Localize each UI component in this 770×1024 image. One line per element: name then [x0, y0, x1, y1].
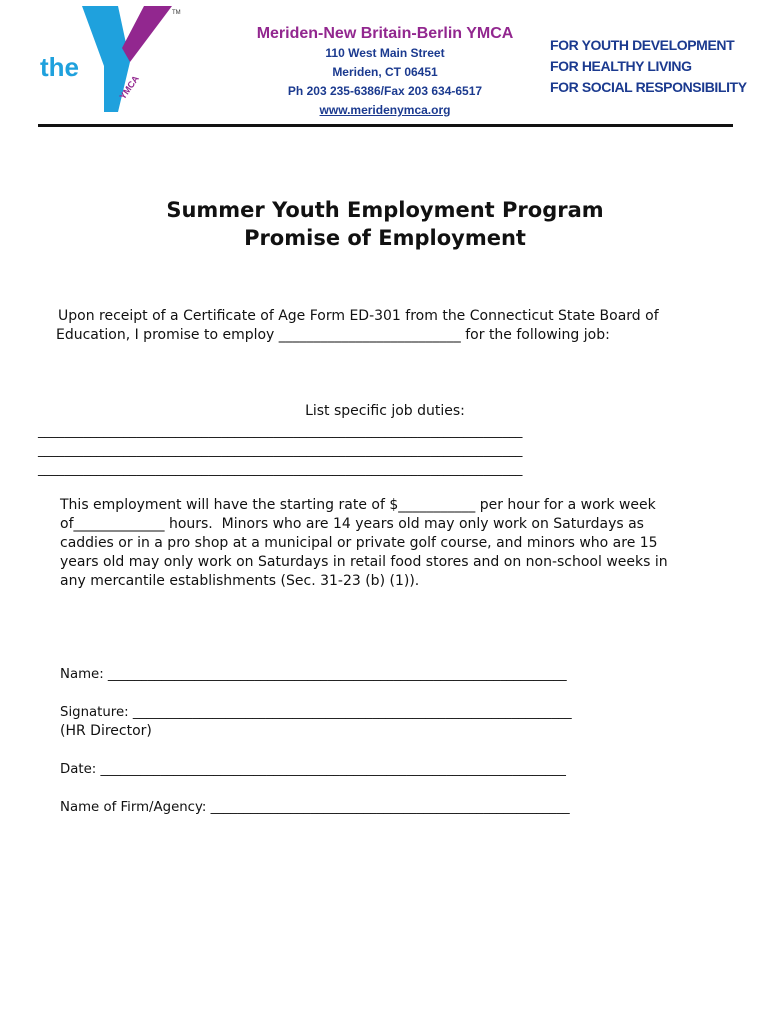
date-field[interactable]: Date: ______________________________________________________________________ — [60, 762, 566, 777]
name-field[interactable]: Name: _____________________________________________________________________ — [60, 667, 567, 682]
firm-agency-field[interactable]: Name of Firm/Agency: ______________________________________________________ — [60, 800, 570, 815]
intro-line-1: Upon receipt of a Certificate of Age Form ED-301 from the Connecticut State Board of — [58, 308, 659, 324]
org-address: 110 West Main Street — [325, 46, 445, 60]
rate-line-3: caddies or in a pro shop at a municipal or private golf course, and minors who are 15 — [60, 535, 658, 551]
header-divider — [38, 124, 733, 127]
rate-line-1: This employment will have the starting rate of $___________ per hour for a work week — [60, 497, 656, 513]
logo-y-right-arm — [122, 6, 172, 62]
title-line-2: Promise of Employment — [244, 226, 526, 250]
rate-line-5: any mercantile establishments (Sec. 31-23 (b) (1)). — [60, 573, 420, 589]
rate-line-2: of_____________ hours. Minors who are 14 years old may only work on Saturdays as — [60, 516, 644, 532]
org-name: Meriden-New Britain-Berlin YMCA — [256, 25, 514, 42]
org-city: Meriden, CT 06451 — [332, 65, 438, 79]
taglines — [550, 35, 765, 98]
duties-line-2: __________________________________________________________________________ — [38, 443, 523, 458]
trademark-symbol: TM — [172, 10, 181, 16]
tagline-healthy-living: FOR HEALTHY LIVING — [550, 58, 692, 74]
intro-line-2: Education, I promise to employ __________________________ for the following job: — [56, 327, 610, 343]
logo-text-ymca: YMCA — [117, 73, 141, 102]
rate-line-4: years old may only work on Saturdays in retail food stores and on non-school weeks in — [60, 554, 668, 570]
duties-label: List specific job duties: — [305, 403, 465, 419]
signature-field[interactable]: Signature: __________________________________________________________________ — [60, 705, 572, 720]
org-info — [200, 24, 570, 120]
title-line-1: Summer Youth Employment Program — [166, 198, 604, 222]
tagline-youth-development: FOR YOUTH DEVELOPMENT — [550, 37, 735, 53]
tagline-social-responsibility: FOR SOCIAL RESPONSIBILITY — [550, 79, 747, 95]
ymca-logo — [38, 4, 188, 116]
org-website-link[interactable]: www.meridenymca.org — [319, 103, 451, 117]
document-title — [0, 196, 770, 252]
logo-text-the: the — [40, 52, 79, 82]
duties-line-1: __________________________________________________________________________ — [38, 424, 523, 439]
hr-director-label: (HR Director) — [60, 723, 152, 739]
duties-line-3: __________________________________________________________________________ — [38, 462, 523, 477]
org-phone: Ph 203 235-6386/Fax 203 634-6517 — [287, 84, 483, 98]
